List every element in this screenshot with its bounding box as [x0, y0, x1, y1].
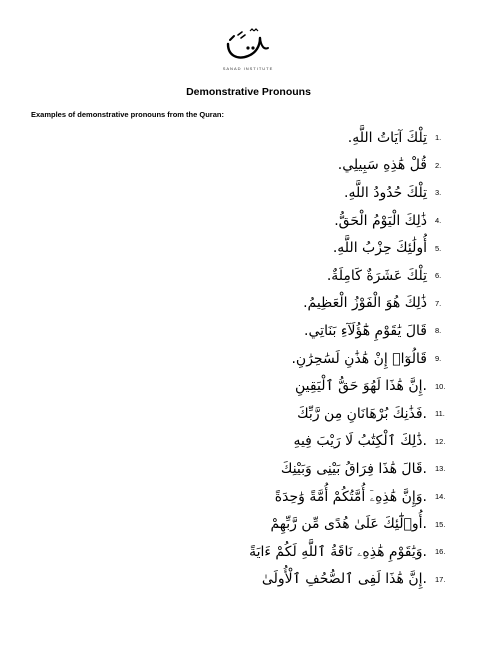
item-number: 1.: [435, 133, 442, 143]
list-item: [37, 428, 457, 456]
arabic-example: .وَإِنَّ هَٰذِهِۦٓ أُمَّتُكُمْ أُمَّةً وَٰحِدَةً: [274, 488, 427, 505]
arabic-example: .إِنَّ هَٰذَا لَفِى ٱلصُّحُفِ ٱلْأُولَىٰ: [261, 571, 427, 588]
item-number: 6.: [435, 271, 442, 281]
arabic-example: ذَٰلِكَ هُوَ الْفَوْزُ الْعَظِيمُ.: [303, 295, 427, 312]
list-item: [37, 483, 457, 511]
list-item: [37, 262, 457, 290]
arabic-example: .ذَٰلِكَ ٱلْكِتَٰبُ لَا رَيْبَ فِيهِ: [293, 433, 427, 450]
list-item: [37, 317, 457, 345]
arabic-example: تِلْكَ عَشَرَةٌ كَامِلَةٌ.: [326, 267, 427, 284]
list-item: [37, 538, 457, 566]
item-number: 3.: [435, 188, 442, 198]
list-item: [37, 400, 457, 428]
arabic-example: .إِنَّ هَٰذَا لَهُوَ حَقُّ ٱلْيَقِينِ: [295, 378, 427, 395]
arabic-example: قَالَ يَٰقَوْمِ هَٰٓؤُلَآءِ بَنَاتِي.: [304, 322, 427, 339]
item-number: 12.: [435, 436, 446, 446]
item-number: 14.: [435, 492, 446, 502]
arabic-example: ذَٰلِكَ الْيَوْمُ الْحَقُّ.: [334, 212, 427, 229]
arabic-example: .قَالَ هَٰذَا فِرَاقُ بَيْنِى وَبَيْنِكَ: [280, 460, 427, 477]
logo-brand-text: SANAD INSTITUTE: [222, 66, 274, 71]
arabic-example: قَالُوٓا۟ إِنْ هَٰذَٰنِ لَسَٰحِرَٰنِ.: [291, 350, 427, 367]
item-number: 17.: [435, 574, 446, 584]
item-number: 11.: [435, 409, 445, 419]
item-number: 4.: [435, 216, 442, 226]
arabic-example: تِلْكَ آيَاتُ اللَّهِ.: [347, 129, 427, 146]
arabic-example: .فَذَٰنِكَ بُرْهَانَانِ مِن رَّبِّكَ: [297, 405, 427, 422]
list-item: [37, 152, 457, 180]
arabic-example: .أُو۟لَٰٓئِكَ عَلَىٰ هُدًى مِّن رَّبِّهِمْ: [270, 516, 427, 533]
list-item: [37, 124, 457, 152]
page-title: Demonstrative Pronouns: [186, 86, 311, 98]
list-item: [37, 510, 457, 538]
examples-list: [37, 124, 457, 593]
list-item: [37, 290, 457, 318]
list-item: [37, 372, 457, 400]
item-number: 5.: [435, 243, 442, 253]
arabic-example: أُولَٰئِكَ حِزْبُ اللَّهِ.: [332, 240, 427, 257]
item-number: 15.: [435, 519, 446, 529]
list-item: [37, 345, 457, 373]
item-number: 13.: [435, 464, 446, 474]
item-number: 16.: [435, 547, 446, 557]
arabic-example: قُلْ هَٰذِهِ سَبِيلِي.: [337, 157, 427, 174]
list-item: [37, 455, 457, 483]
page-subtitle: Examples of demonstrative pronouns from the Quran:: [31, 110, 224, 119]
arabic-example: .وَيَٰقَوْمِ هَٰذِهِۦ نَاقَةُ ٱللَّهِ لَكُمْ ءَايَةً: [249, 543, 427, 560]
sanad-logo: [218, 26, 278, 74]
item-number: 9.: [435, 354, 442, 364]
item-number: 8.: [435, 326, 442, 336]
item-number: 7.: [435, 298, 442, 308]
item-number: 2.: [435, 160, 442, 170]
item-number: 10.: [435, 381, 446, 391]
list-item: [37, 566, 457, 594]
list-item: [37, 207, 457, 235]
list-item: [37, 234, 457, 262]
list-item: [37, 179, 457, 207]
arabic-example: تِلْكَ حُدُودُ اللَّهِ.: [344, 184, 427, 201]
sanad-calligraphy-icon: [218, 26, 278, 66]
